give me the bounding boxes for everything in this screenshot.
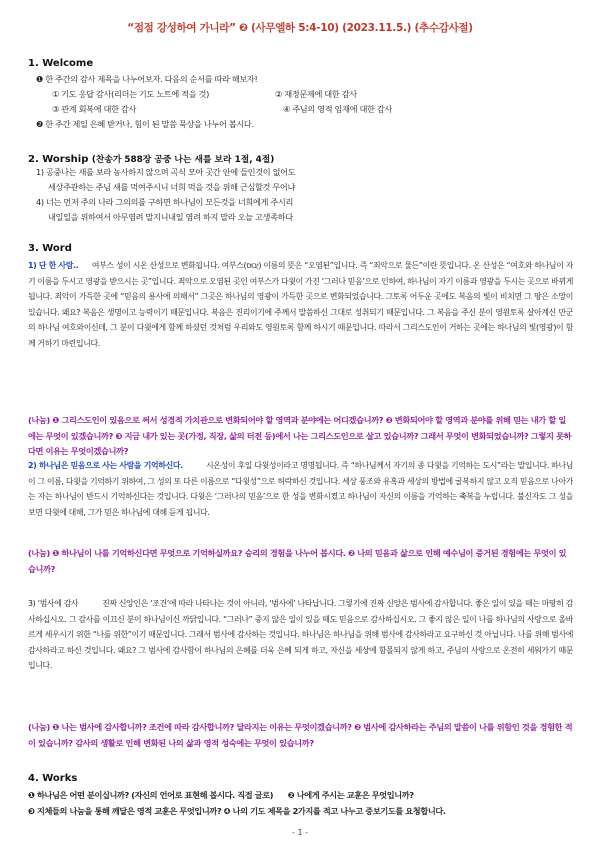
welcome-item-2: ❷ 한 주간 제일 은혜 받거나, 힘이 된 말씀 묵상을 나누어 봅시다. bbox=[36, 119, 254, 129]
hymn-line-1: 1) 공중나는 새를 보라 농사하지 않으며 곡식 모아 곳간 안에 들인것이 없어도 bbox=[36, 167, 296, 177]
hymn-line-3: 4) 너는 먼저 주의 나라 그의의를 구하면 하나님이 모든것을 너희에게 주시리 bbox=[36, 197, 294, 207]
works-heading: 4. Works bbox=[28, 773, 78, 784]
welcome-sub-1b: ② 재정문제에 대한 감사 bbox=[275, 89, 357, 99]
welcome-sub-2a: ③ 관계 회복에 대한 감사 bbox=[52, 104, 137, 114]
sharing-question-3: (나눔) ❶ 나는 범사에 감사합니까? 조건에 따라 감사합니까? 달라지는 이유는 무엇이겠습니까? ❷ 범사에 감사하라는 주님의 말씀이 나를 위함인 것을 경험한 적이 있습니까? 감사의 생활로 인해 변화된 나의 삶과 영적 성숙에는 무엇이 있습니까? bbox=[28, 722, 573, 748]
welcome-sub-2b: ④ 주님의 영적 임재에 대한 감사 bbox=[283, 104, 392, 114]
welcome-heading: 1. Welcome bbox=[28, 58, 94, 69]
works-item-2: ❷ 나에게 주시는 교훈은 무엇입니까? bbox=[287, 790, 414, 800]
page-title: “점점 강성하여 가니라” ❷ (사무엘하 5:4-10) (2023.11.5.) (추수감사절) bbox=[127, 22, 473, 34]
word-point-2-title: 2) 하나님은 믿음으로 사는 사람을 기억하신다. bbox=[28, 461, 183, 470]
word-paragraph-1 bbox=[28, 258, 573, 396]
worship-heading bbox=[28, 152, 274, 165]
word-point-3-title: 3) ‘범사에 감사 bbox=[28, 599, 79, 608]
hymn-line-4: 내일일을 위하여서 아무염려 말지니내일 염려 하지 말라 오늘 고생족하다 bbox=[48, 212, 293, 222]
word-point-3-text: 진짜 신앙인은 ‘조건’에 따라 나타나는 것이 아니라, ‘범사에’ 나타납니다. 그렇기에 진짜 신앙은 범사에 감사합니다. 좋은 일이 있을 때는 마땅히 감사하십시오. 그 감사를 이끄신 분이 하나님이신 까닭입니다. “그러나” 중지 않은 일이 있을 때도 믿음으로 감사하십시오. 그 좋지 않은 일이 나를 하나님의 사랑으로 올바르게 세우시기 위한 “나를 위한”이기 때문입니다. 그래서 범사에 감사하는 것입니다. 하나님은 하나님을 위해 범사에 감사하라고 요구하신 것 아닙니다. 나를 위해 범사에 감사하라고 하신 것입니다. 왜요? 그 범사에 감사함이 하나님의 은혜를 더욱 은혜 되게 하고, 자신을 세상에 함몰되지 않게 하고, 주님의 사랑으로 온전히 세워가기 때문입니다. bbox=[28, 599, 573, 671]
sharing-question-2: (나눔) ❶ 하나님이 나를 기억하신다면 무엇으로 기억하실까요? 승리의 경험을 나누어 봅시다. ❷ 나의 믿음과 삶으로 인해 예수님이 증거된 경험에는 무엇이 있습니까? bbox=[28, 548, 567, 574]
page-number: - 1 - bbox=[292, 828, 308, 837]
worship-hymn-subtitle: (찬송가 588장 공중 나는 새를 보라 1절, 4절) bbox=[91, 155, 275, 165]
sharing-question-1: (나눔) ❶ 그리스도인이 있음으로 써서 성경적 가치관으로 변화되어야 할 영역과 분야에는 어디겠습니까? ❷ 변화되어야 할 영역과 분야를 위해 믿는 내가 할 일에는 무엇이 있겠습니까? ❸ 지금 내가 있는 곳(가정, 직장, 삶의 터전 등)에서 나는 그리스도인으로 살고 있습니까? 그래서 무엇이 변화되었습니까? 그렇지 못하다면 이유는 무엇이겠습니까? bbox=[28, 415, 572, 457]
works-line-1 bbox=[28, 788, 414, 803]
word-point-1-title: 1) 단 한 사람.. bbox=[28, 261, 79, 270]
word-heading: 3. Word bbox=[28, 243, 72, 254]
hymn-line-2: 세상주관하는 주님 새를 먹여주시니 너희 먹을 것을 위해 근심할것 무어냐 bbox=[48, 182, 296, 192]
welcome-item-1: ❶ 한 주간의 감사 제목을 나누어보자. 다음의 순서를 따라 해보자! bbox=[36, 74, 258, 84]
works-item-1: ❶ 하나님은 어떤 분이십니까? (자신의 언어로 표현해 봅시다. 직접 글로) bbox=[28, 790, 274, 800]
works-line-2: ❸ 지체들의 나눔을 통해 깨달은 영적 교훈은 무엇입니까? ❹ 나의 기도 제목을 2가지를 적고 나누고 중보기도를 요청합니다. bbox=[28, 806, 446, 816]
welcome-sub-1a: ① 기도 응답 감사(리더는 기도 노트에 적을 것) bbox=[52, 89, 209, 99]
word-point-1-text: 여부스 성이 시온 산성으로 변화됩니다. 여부스(יְבוּס) 이름의 뜻은 “오염된”입니다. 즉 “죄악으로 물든”이란 뜻입니다. 온 산성은 “여호와 하나님이 자기 이름을 두시고 영광을 받으시는 곳”입니다. 죄악으로 오염된 곳인 여부스가 다윗이 가진 ‘그러나 믿음’으로 인하여, 하나님이 자기 이름과 영광을 두시는 곳으로 바뀌게 됩니다. 죄악이 가득한 곳에 “믿음의 용사에 의해서” 그곳은 하나님의 영광이 가득한 곳으로 변화되었습니다. 그토록 어두운 곳에도 복음의 빛이 비치면 그 땅은 소망이 있습니다. 왜요? 복음은 생명이고 능력이기 때문입니다. 복음은 진리이기에 주께서 말씀하신 그대로 성취되기 때문입니다. 그 복음을 주신 분이 영원토록 살아계신 만군의 하나님 여호와이신데, 그 분이 다윗에게 함께 하셨던 것처럼 우리와도 영원토록 함께 하시기 때문입니다. 따라서 그리스도인이 거하는 곳에는 하나님의 빛(영광)이 함께 거하기 마련입니다. bbox=[28, 261, 573, 348]
word-point-2-text: 시온성이 후일 다윗성이라고 명명됩니다. 즉 “하나님께서 자기의 종 다윗을 기억하는 도시”라는 말입니다. 하나님이 그 이름, 다윗을 기억하기 위하여, 그 성의 또 다른 이름으로 “다윗성”으로 허락하신 것입니다. 세상 풍조와 유혹과 세상의 방법에 굴복하지 않고 오직 믿음으로 나아가는 자는 하나님이 반드시 기억하신다는 것입니다. 다윗은 ‘그러나의 믿음’으로 한 성을 변화시켰고 하나님이 자신의 이름을 기억하는 축복을 누립니다. 불신자도 그 성을 보면 다윗에 대해, 그가 믿은 하나님에 대해 듣게 됩니다. bbox=[28, 461, 573, 517]
word-paragraph-3 bbox=[28, 596, 573, 714]
worship-heading-label: 2. Worship bbox=[28, 154, 89, 165]
